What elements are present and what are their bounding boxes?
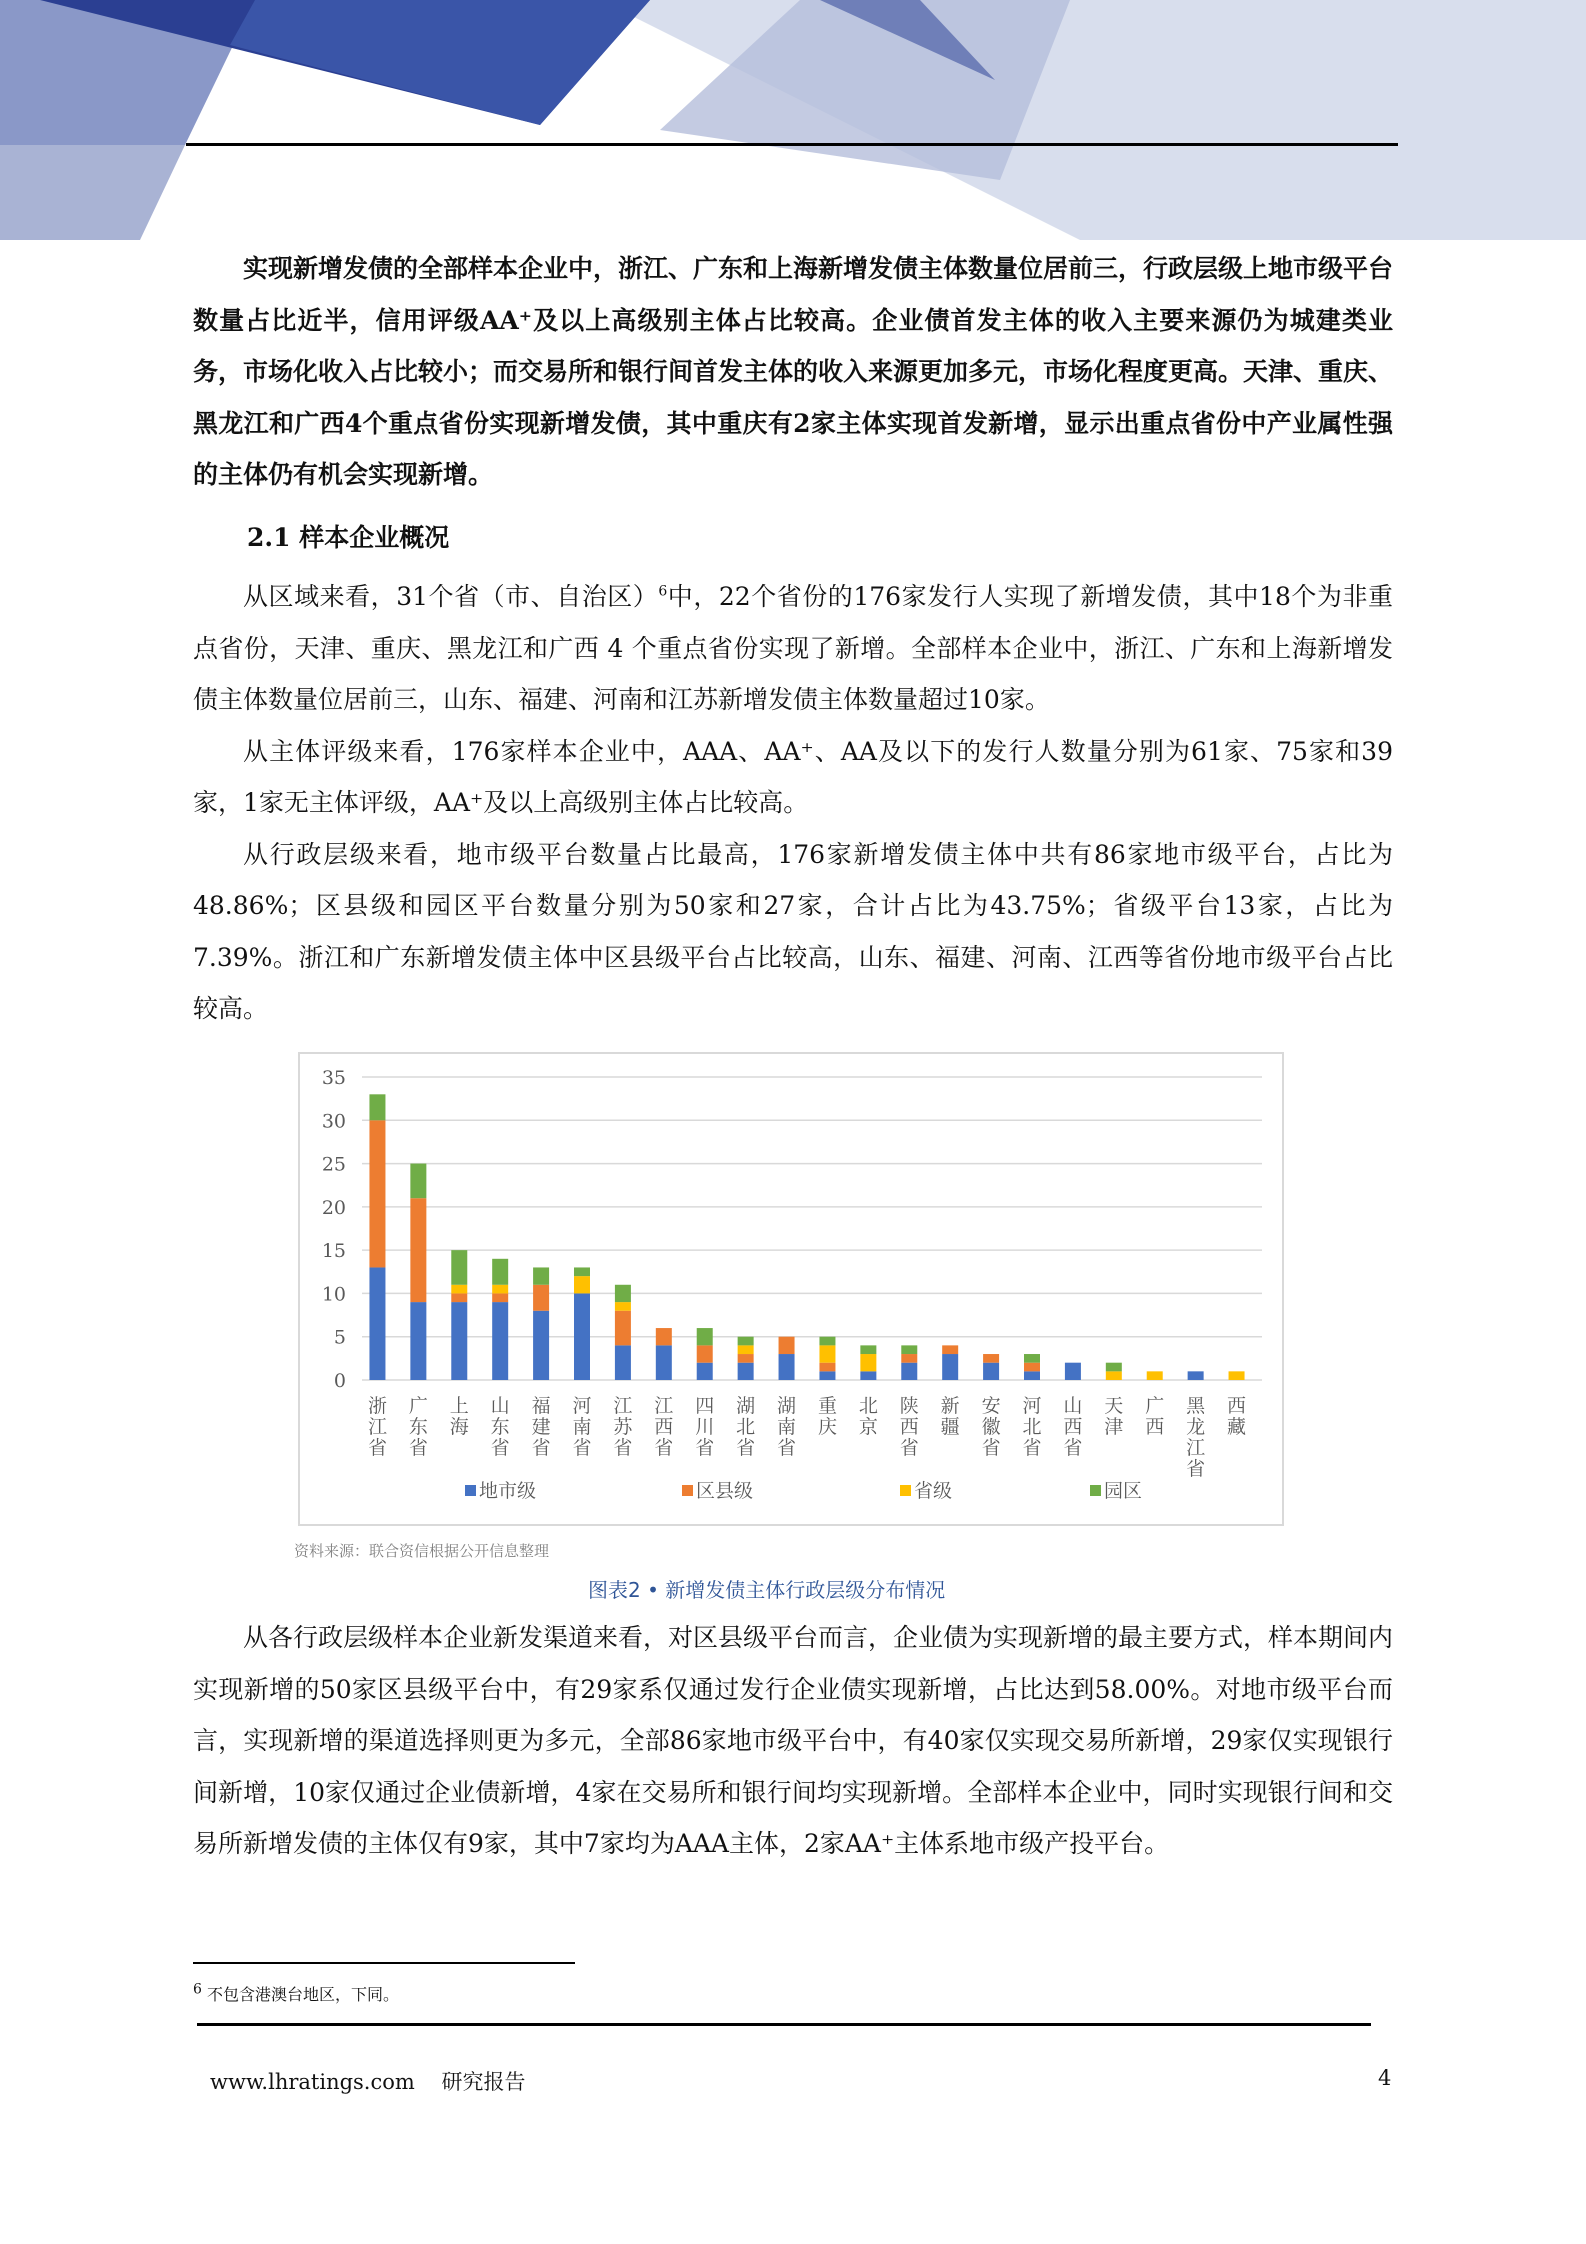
x-tick-label: 北	[858, 1395, 878, 1417]
bar-segment	[369, 1094, 385, 1120]
bar-segment	[451, 1302, 467, 1380]
bar-segment	[1024, 1354, 1040, 1363]
bar-segment	[1024, 1363, 1040, 1372]
legend-label: 地市级	[479, 1480, 537, 1502]
y-tick-label: 5	[333, 1326, 346, 1349]
legend-swatch	[1090, 1485, 1101, 1496]
x-tick-label: 省	[695, 1437, 715, 1459]
bar-segment	[656, 1345, 672, 1380]
bar-segment	[1106, 1363, 1122, 1372]
x-tick-label: 建	[531, 1416, 551, 1438]
bar-segment	[738, 1354, 754, 1363]
bar-segment	[819, 1363, 835, 1372]
bar-segment	[901, 1354, 917, 1363]
legend-swatch	[465, 1485, 476, 1496]
x-tick-label: 浙	[367, 1395, 387, 1417]
x-tick-label: 庆	[817, 1416, 837, 1438]
x-tick-label: 西	[899, 1416, 919, 1438]
paragraph-region	[193, 571, 1393, 726]
y-tick-label: 0	[333, 1370, 346, 1392]
x-tick-label: 安	[981, 1395, 1001, 1417]
legend-label: 省级	[914, 1480, 953, 1502]
bar-segment	[738, 1363, 754, 1380]
x-tick-label: 省	[1022, 1437, 1042, 1459]
x-tick-label: 省	[899, 1437, 919, 1459]
x-tick-label: 江	[654, 1395, 674, 1417]
x-tick-label: 黑	[1186, 1395, 1206, 1417]
p1-text-b: 中，22个省份的176家发行人实现了新增发债，其中18个为非重点省份，天津、重庆、黑龙江和广西 4 个重点省份实现了新增。全部样本企业中，浙江、广东和上海新增发债主体数量位居前三，山东、福建、河南和江苏新增发债主体数量超过10家。	[193, 582, 1393, 714]
x-tick-label: 省	[777, 1437, 797, 1459]
x-tick-label: 江	[1186, 1437, 1206, 1459]
footnote-ref[interactable]: 6	[658, 583, 668, 600]
bar-segment	[860, 1371, 876, 1380]
page-number: 4	[1378, 2066, 1392, 2090]
legend-label: 园区	[1104, 1480, 1143, 1502]
x-tick-label: 徽	[981, 1416, 1001, 1438]
x-tick-label: 西	[1063, 1416, 1083, 1438]
bar-segment	[1024, 1371, 1040, 1380]
x-tick-label: 省	[572, 1437, 592, 1459]
bar-segment	[1188, 1371, 1204, 1380]
y-tick-label: 15	[321, 1240, 346, 1263]
bar-segment	[860, 1354, 876, 1371]
bar-segment	[860, 1345, 876, 1354]
bar-segment	[738, 1337, 754, 1346]
x-tick-label: 湖	[736, 1395, 756, 1417]
footer-site[interactable]: www.lhratings.com 研究报告	[210, 2070, 526, 2094]
x-tick-label: 津	[1104, 1416, 1124, 1438]
header-rule	[186, 143, 1398, 146]
bar-segment	[697, 1328, 713, 1345]
x-tick-label: 江	[613, 1395, 633, 1417]
bar-segment	[1229, 1371, 1245, 1380]
x-tick-label: 四	[695, 1395, 715, 1417]
bar-segment	[942, 1354, 958, 1380]
bar-segment	[574, 1267, 590, 1276]
bar-segment	[410, 1198, 426, 1302]
x-tick-label: 西	[654, 1416, 674, 1438]
bar-segment	[1065, 1363, 1081, 1380]
y-tick-label: 20	[321, 1196, 346, 1219]
bar-segment	[615, 1302, 631, 1311]
x-tick-label: 北	[736, 1416, 756, 1438]
x-tick-label: 省	[490, 1437, 510, 1459]
bar-segment	[697, 1345, 713, 1362]
x-tick-label: 福	[531, 1395, 551, 1417]
bar-segment	[533, 1267, 549, 1284]
paragraph-rating: 从主体评级来看，176家样本企业中，AAA、AA⁺、AA及以下的发行人数量分别为61家、75家和39家，1家无主体评级，AA⁺及以上高级别主体占比较高。	[193, 736, 1393, 817]
footnote-number: 6	[193, 1981, 202, 1998]
bar-segment	[819, 1337, 835, 1346]
paragraph-channels: 从各行政层级样本企业新发渠道来看，对区县级平台而言，企业债为实现新增的最主要方式，样本期间内实现新增的50家区县级平台中，有29家系仅通过发行企业债实现新增，占比达到58.00%。对地市级平台而言，实现新增的渠道选择则更为多元，全部86家地市级平台中，有40家仅实现交易所新增，29家仅实现银行间新增，10家仅通过企业债新增，4家在交易所和银行间均实现新增。全部样本企业中，同时实现银行间和交易所新增发债的主体仅有9家，其中7家均为AAA主体，2家AA⁺主体系地市级产投平台。	[193, 1623, 1394, 1858]
footnote-text: 不包含港澳台地区，下同。	[207, 1985, 400, 2004]
x-tick-label: 河	[572, 1395, 592, 1417]
x-tick-label: 山	[1063, 1395, 1083, 1417]
bar-segment	[533, 1285, 549, 1311]
header-triangles-graphic	[0, 0, 1586, 240]
x-tick-label: 省	[654, 1437, 674, 1459]
bar-segment	[492, 1293, 508, 1302]
chart-canvas	[300, 1054, 1282, 1524]
x-tick-label: 省	[531, 1437, 551, 1459]
x-tick-label: 京	[858, 1416, 878, 1438]
bar-segment	[574, 1293, 590, 1380]
figure-caption: 图表2 • 新增发债主体行政层级分布情况	[588, 1578, 946, 1602]
x-tick-label: 省	[1063, 1437, 1083, 1459]
section-title: 2.1 样本企业概况	[247, 523, 450, 552]
bar-segment	[451, 1293, 467, 1302]
bar-segment	[451, 1285, 467, 1294]
bar-segment	[656, 1328, 672, 1345]
x-tick-label: 广	[408, 1395, 428, 1417]
footnote	[193, 1982, 399, 2005]
x-tick-label: 疆	[940, 1416, 960, 1438]
x-tick-label: 省	[981, 1437, 1001, 1459]
bar-segment	[819, 1371, 835, 1380]
bar-segment	[492, 1285, 508, 1294]
bar-segment	[697, 1363, 713, 1380]
bar-segment	[738, 1345, 754, 1354]
x-tick-label: 省	[736, 1437, 756, 1459]
summary-text: 实现新增发债的全部样本企业中，浙江、广东和上海新增发债主体数量位居前三，行政层级上地市级平台数量占比近半，信用评级AA⁺及以上高级别主体占比较高。企业债首发主体的收入主要来源仍为城建类业务，市场化收入占比较小；而交易所和银行间首发主体的收入来源更加多元，市场化程度更高。天津、重庆、黑龙江和广西4个重点省份实现新增发债，其中重庆有2家主体实现首发新增，显示出重点省份中产业属性强的主体仍有机会实现新增。	[193, 254, 1394, 489]
bar-segment	[1106, 1371, 1122, 1380]
x-tick-label: 重	[817, 1395, 837, 1417]
p1-text-a: 从区域来看，31个省（市、自治区）	[243, 582, 659, 611]
bar-segment	[779, 1354, 795, 1380]
x-tick-label: 新	[940, 1395, 960, 1417]
footnote-rule	[193, 1962, 575, 1964]
x-tick-label: 西	[1145, 1416, 1165, 1438]
bar-segment	[492, 1302, 508, 1380]
header-decoration	[0, 0, 1586, 240]
y-tick-label: 25	[321, 1153, 346, 1176]
x-tick-label: 南	[572, 1416, 592, 1438]
x-tick-label: 苏	[613, 1416, 633, 1438]
x-tick-label: 陕	[899, 1395, 919, 1417]
bar-segment	[901, 1345, 917, 1354]
x-tick-label: 川	[695, 1416, 715, 1438]
bar-segment	[410, 1164, 426, 1199]
legend-swatch	[682, 1485, 693, 1496]
x-tick-label: 省	[613, 1437, 633, 1459]
bar-segment	[901, 1363, 917, 1380]
bar-segment	[819, 1345, 835, 1362]
stacked-bar-chart	[298, 1052, 1284, 1526]
y-tick-label: 30	[321, 1110, 346, 1133]
x-tick-label: 海	[449, 1416, 469, 1438]
y-tick-label: 35	[321, 1067, 346, 1089]
bar-segment	[574, 1276, 590, 1293]
x-tick-label: 天	[1104, 1395, 1124, 1417]
x-tick-label: 东	[408, 1416, 428, 1438]
x-tick-label: 省	[408, 1437, 428, 1459]
legend-swatch	[900, 1485, 911, 1496]
bar-segment	[451, 1250, 467, 1285]
bar-segment	[615, 1311, 631, 1346]
bar-segment	[983, 1363, 999, 1380]
x-tick-label: 西	[1227, 1395, 1247, 1417]
footer-rule	[197, 2023, 1371, 2026]
x-tick-label: 北	[1022, 1416, 1042, 1438]
bar-segment	[410, 1302, 426, 1380]
x-tick-label: 龙	[1186, 1416, 1206, 1438]
body-text	[193, 571, 1393, 1035]
body-text-2	[193, 1612, 1393, 1870]
bar-segment	[779, 1337, 795, 1354]
figure-source: 资料来源：联合资信根据公开信息整理	[294, 1542, 550, 1560]
x-tick-label: 藏	[1227, 1416, 1247, 1438]
bar-segment	[533, 1311, 549, 1380]
x-tick-label: 上	[449, 1395, 469, 1417]
x-tick-label: 省	[367, 1437, 387, 1459]
x-tick-label: 江	[367, 1416, 387, 1438]
bar-segment	[369, 1120, 385, 1267]
x-tick-label: 南	[777, 1416, 797, 1438]
summary-paragraph	[193, 243, 1393, 501]
bar-segment	[942, 1345, 958, 1354]
x-tick-label: 山	[490, 1395, 510, 1417]
bar-segment	[492, 1259, 508, 1285]
paragraph-admin-level: 从行政层级来看，地市级平台数量占比最高，176家新增发债主体中共有86家地市级平台，占比为48.86%；区县级和园区平台数量分别为50家和27家，合计占比为43.75%；省级平台13家，占比为7.39%。浙江和广东新增发债主体中区县级平台占比较高，山东、福建、河南、江西等省份地市级平台占比较高。	[193, 839, 1393, 1023]
bar-segment	[369, 1267, 385, 1380]
x-tick-label: 东	[490, 1416, 510, 1438]
legend-label: 区县级	[696, 1480, 754, 1502]
x-tick-label: 河	[1022, 1395, 1042, 1417]
bar-segment	[615, 1285, 631, 1302]
x-tick-label: 省	[1186, 1458, 1206, 1480]
x-tick-label: 广	[1145, 1395, 1165, 1417]
bar-segment	[983, 1354, 999, 1363]
y-tick-label: 10	[321, 1283, 346, 1306]
x-tick-label: 湖	[777, 1395, 797, 1417]
bar-segment	[615, 1345, 631, 1380]
bar-segment	[1147, 1371, 1163, 1380]
